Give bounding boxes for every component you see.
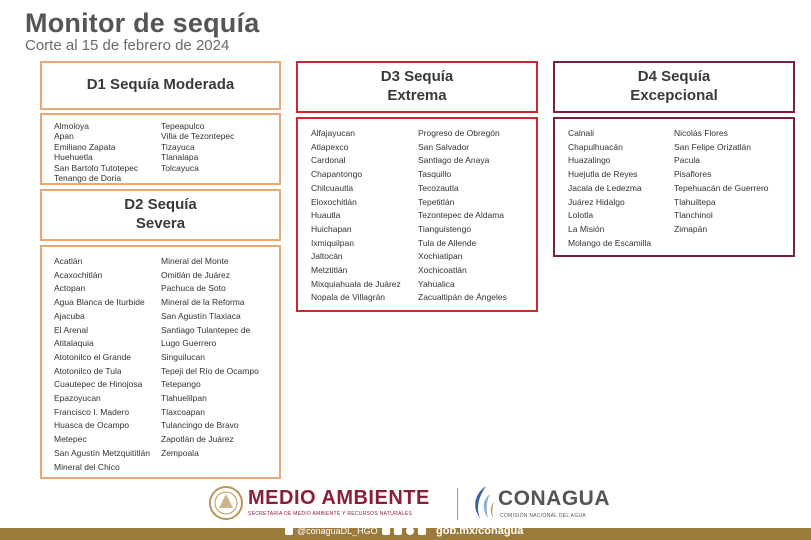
medio-ambiente-logo-text: MEDIO AMBIENTE (248, 487, 430, 509)
municipality-item: Villa de Tezontepec (161, 131, 235, 142)
municipality-item: Molango de Escamilla (568, 237, 652, 248)
d2-list-box (40, 245, 281, 479)
municipality-item: Pisaflores (674, 169, 712, 180)
d1-title: D1 Sequía Moderada (86, 76, 235, 94)
d4-title-line2: Excepcional (630, 87, 718, 104)
social-links (285, 526, 426, 536)
municipality-item: Lugo Guerrero (161, 338, 217, 349)
municipality-item: Tlaxcoapan (161, 406, 205, 417)
municipality-item: Jacala de Ledezma (568, 182, 642, 193)
municipality-item: Mineral del Monte (161, 256, 229, 266)
municipality-item: Pachuca de Soto (161, 283, 226, 294)
mexico-coat-of-arms-icon (208, 484, 244, 522)
d4-col1 (568, 127, 651, 250)
municipality-item: Tolcayuca (161, 162, 199, 173)
municipality-item: Almoloya (54, 121, 89, 131)
d2-title-line2: Severa (135, 215, 186, 232)
municipality-item: Omitlán de Juárez (161, 269, 230, 280)
municipality-item: Eloxochitlán (311, 196, 357, 207)
municipality-item: Huasca de Ocampo (54, 420, 130, 431)
municipality-item: Atitalaquia (54, 338, 94, 349)
municipality-item: Cardonal (311, 155, 346, 166)
municipality-item: Xochicoatlán (418, 265, 467, 276)
municipality-item: Tecozautla (418, 182, 459, 193)
d4-header (553, 61, 795, 113)
municipality-item: Tetepango (161, 379, 201, 390)
conagua-logo-text: CONAGUA (498, 487, 610, 510)
municipality-item: Atotonilco el Grande (54, 351, 132, 362)
municipality-item: Tlanchinol (674, 210, 713, 221)
municipality-item: Nopala de Villagrán (311, 292, 386, 303)
d1-col2 (161, 121, 234, 173)
municipality-item: San Salvador (418, 141, 470, 152)
municipality-item: Huazalingo (568, 155, 611, 166)
municipality-item: Tepeji del Río de Ocampo (161, 365, 259, 376)
footer-logos (0, 480, 811, 528)
municipality-item: Ixmiquilpan (311, 237, 354, 248)
municipality-item: Atotonilco de Tula (54, 365, 122, 376)
municipality-item: Progreso de Obregón (418, 128, 500, 138)
municipality-item: Xochiatipan (418, 251, 463, 262)
municipality-item: Nicolás Flores (674, 128, 728, 138)
d1-header (40, 61, 281, 110)
municipality-item: Huichapan (311, 223, 352, 234)
municipality-item: Santiago de Anaya (418, 155, 490, 166)
d3-title-line2: Extrema (387, 87, 447, 104)
municipality-item: Tlanalapa (161, 152, 199, 163)
d4-col2 (674, 127, 769, 237)
municipality-item: Juárez Hidalgo (568, 196, 625, 207)
medio-ambiente-logo-subtext: SECRETARÍA DE MEDIO AMBIENTE Y RECURSOS NATURALES (248, 511, 413, 517)
twitter-icon[interactable] (394, 527, 402, 535)
municipality-item: Lolotla (568, 210, 594, 221)
municipality-item: Mineral de la Reforma (161, 297, 245, 308)
youtube-icon[interactable] (418, 527, 426, 535)
municipality-item: Emiliano Zapata (54, 141, 116, 152)
municipality-item: Francisco I. Madero (54, 406, 130, 417)
municipality-item: San Agustín Tlaxiaca (161, 310, 241, 321)
d4-list-box (553, 117, 795, 257)
municipality-item: Epazoyucan (54, 393, 101, 404)
municipality-item: Ajacuba (54, 310, 85, 321)
municipality-item: Zempoala (161, 447, 199, 458)
municipality-item: Mineral del Chico (54, 461, 120, 472)
conagua-logo-icon (468, 484, 498, 522)
d2-col1 (54, 255, 150, 474)
municipality-item: Tepeapulco (161, 121, 205, 131)
municipality-item: Metepec (54, 434, 87, 445)
d3-title-line1: D3 Sequía (380, 68, 454, 86)
municipality-item: Atlapexco (311, 141, 349, 152)
logo-divider (457, 488, 458, 520)
municipality-item: Tenango de Doria (54, 173, 122, 184)
municipality-item: Zapotlán de Juárez (161, 434, 234, 445)
municipality-item: La Misión (568, 223, 605, 234)
municipality-item: Chapantongo (311, 169, 363, 180)
municipality-item: Tianguistengo (418, 223, 472, 234)
municipality-item: Tizayuca (161, 141, 195, 152)
municipality-item: Metztitlán (311, 265, 348, 276)
d2-col2 (161, 255, 259, 461)
municipality-item: Agua Blanca de Iturbide (54, 297, 145, 308)
facebook-icon[interactable] (382, 527, 390, 535)
d3-list-box (296, 117, 538, 312)
municipality-item: Acatlán (54, 256, 83, 266)
d3-col2 (418, 127, 507, 305)
municipality-item: Yahualica (418, 278, 455, 289)
municipality-item: Huehuetla (54, 152, 93, 163)
municipality-item: Zacualtipán de Ángeles (418, 292, 507, 303)
municipality-item: Tulancingo de Bravo (161, 420, 239, 431)
d3-col1 (311, 127, 401, 305)
page-title: Monitor de sequía (25, 8, 260, 38)
municipality-item: Tlahuiltepa (674, 196, 716, 207)
twitter-icon[interactable] (285, 527, 293, 535)
website-link[interactable]: gob.mx/conagua (436, 525, 524, 537)
municipality-item: Tlahuelilpan (161, 393, 207, 404)
d4-title-line1: D4 Sequía (637, 68, 711, 86)
municipality-item: Jaltocán (311, 251, 343, 262)
municipality-item: Huautla (311, 210, 341, 221)
d1-list-box (40, 113, 281, 185)
municipality-item: Pacula (674, 155, 700, 166)
d2-header (40, 189, 281, 241)
municipality-item: Huejutla de Reyes (568, 169, 638, 180)
municipality-item: Tula de Allende (418, 237, 477, 248)
d3-header (296, 61, 538, 113)
page-subtitle: Corte al 15 de febrero de 2024 (25, 37, 230, 54)
conagua-logo-subtext: COMISIÓN NACIONAL DEL AGUA (500, 513, 587, 519)
municipality-item: Cuautepec de Hinojosa (54, 379, 143, 390)
municipality-item: Acaxochitlán (54, 269, 103, 280)
municipality-item: San Agustín Metzquititlán (54, 447, 150, 458)
municipality-item: Tepehuacán de Guerrero (674, 182, 769, 193)
municipality-item: Chapulhuacán (568, 141, 623, 152)
municipality-item: Actopan (54, 283, 86, 294)
municipality-item: Apan (54, 131, 74, 142)
instagram-icon[interactable] (406, 527, 414, 535)
municipality-item: Tasquillo (418, 169, 452, 180)
municipality-item: Santiago Tulantepec de (161, 324, 251, 335)
municipality-item: Calnali (568, 128, 594, 138)
municipality-item: Chilcuautla (311, 182, 354, 193)
municipality-item: San Felipe Orizatlán (674, 141, 752, 152)
municipality-item: El Arenal (54, 324, 89, 335)
municipality-item: San Bartolo Tutotepec (54, 162, 139, 173)
municipality-item: Alfajayucan (311, 128, 355, 138)
municipality-item: Singuilucan (161, 351, 205, 362)
municipality-item: Mixquiahuala de Juárez (311, 278, 401, 289)
d2-title-line1: D2 Sequía (124, 196, 197, 214)
d1-col1 (54, 121, 138, 183)
municipality-item: Zimapán (674, 223, 708, 234)
municipality-item: Tezontepec de Aldama (418, 210, 505, 221)
social-handle: @conaguaDL_HGO (297, 526, 378, 536)
municipality-item: Tepetitlán (418, 196, 455, 207)
